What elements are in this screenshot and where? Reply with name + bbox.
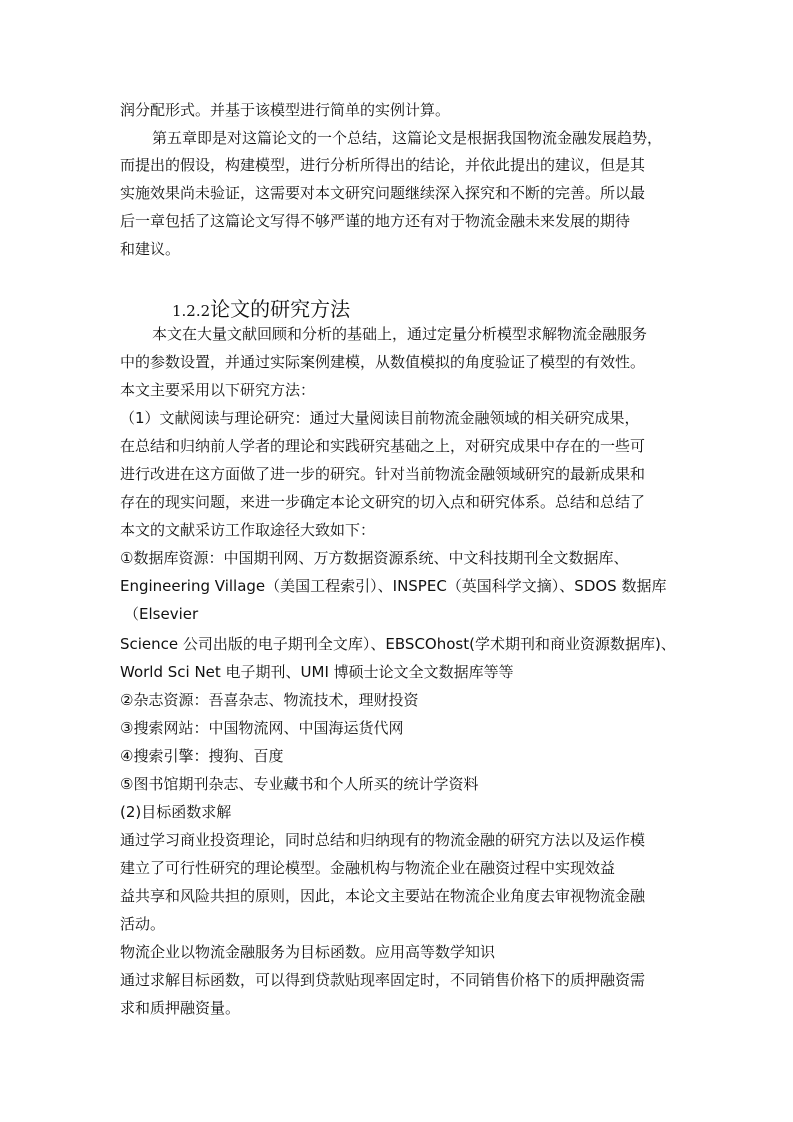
text-line: ①数据库资源：中国期刊网、万方数据资源系统、中文科技期刊全文数据库、 — [120, 549, 629, 567]
text-line: 求和质押融资量。 — [120, 999, 241, 1017]
text-line: （Elsevier — [124, 605, 199, 623]
text-line: 活动。 — [120, 915, 166, 933]
text-line: 进行改进在这方面做了进一步的研究。针对当前物流金融领域研究的最新成果和 — [120, 465, 646, 483]
text-line: 润分配形式。并基于该模型进行简单的实例计算。 — [120, 101, 451, 119]
text-line: 本文的文献采访工作取途径大致如下： — [120, 521, 376, 539]
section-number: 1.2.2 — [172, 302, 211, 320]
text-line: 存在的现实问题，来进一步确定本论文研究的切入点和研究体系。总结和总结了 — [120, 493, 646, 511]
text-line: 实施效果尚未验证，这需要对本文研究问题继续深入探究和不断的完善。所以最 — [120, 184, 646, 202]
text-line: 本文主要采用以下研究方法： — [120, 381, 316, 399]
text-line: 益共享和风险共担的原则，因此，本论文主要站在物流企业角度去审视物流金融 — [120, 887, 646, 905]
text-line: ⑤图书馆期刊杂志、专业藏书和个人所买的统计学资料 — [120, 775, 479, 793]
text-line: 在总结和归纳前人学者的理论和实践研究基础之上，对研究成果中存在的一些可 — [120, 437, 646, 455]
text-line: ④搜索引擎：搜狗、百度 — [120, 747, 284, 765]
section-heading — [172, 296, 350, 324]
text-line: 物流企业以物流金融服务为目标函数。应用高等数学知识 — [120, 943, 496, 961]
text-line: 而提出的假设，构建模型，进行分析所得出的结论，并依此提出的建议，但是其 — [120, 156, 646, 174]
text-line: 建立了可行性研究的理论模型。金融机构与物流企业在融资过程中实现效益 — [120, 859, 616, 877]
section-title: 论文的研究方法 — [210, 297, 351, 321]
text-line: （1）文献阅读与理论研究：通过大量阅读目前物流金融领域的相关研究成果， — [120, 409, 640, 427]
text-line: 中的参数设置，并通过实际案例建模，从数值模拟的角度验证了模型的有效性。 — [120, 353, 646, 371]
text-line: (2)目标函数求解 — [120, 803, 232, 821]
text-line: World Sci Net 电子期刊、UMI 博硕士论文全文数据库等等 — [120, 663, 514, 681]
text-line: 本文在大量文献回顾和分析的基础上，通过定量分析模型求解物流金融服务 — [152, 325, 648, 343]
text-line: 后一章包括了这篇论文写得不够严谨的地方还有对于物流金融未来发展的期待 — [120, 212, 631, 230]
text-line: 和建议。 — [120, 240, 181, 258]
text-line: Science 公司出版的电子期刊全文库）、EBSCOhost(学术期刊和商业资源数据库)、 — [120, 635, 676, 653]
text-line: 通过求解目标函数，可以得到贷款贴现率固定时，不同销售价格下的质押融资需 — [120, 971, 646, 989]
text-line: ③搜索网站：中国物流网、中国海运货代网 — [120, 719, 404, 737]
text-line: Engineering Village（美国工程索引）、INSPEC（英国科学文摘）、SDOS 数据库 — [120, 577, 667, 595]
text-line: 第五章即是对这篇论文的一个总结，这篇论文是根据我国物流金融发展趋势， — [152, 129, 663, 147]
text-line: 通过学习商业投资理论，同时总结和归纳现有的物流金融的研究方法以及运作模 — [120, 831, 646, 849]
text-line: ②杂志资源：吾喜杂志、物流技术，理财投资 — [120, 691, 419, 709]
